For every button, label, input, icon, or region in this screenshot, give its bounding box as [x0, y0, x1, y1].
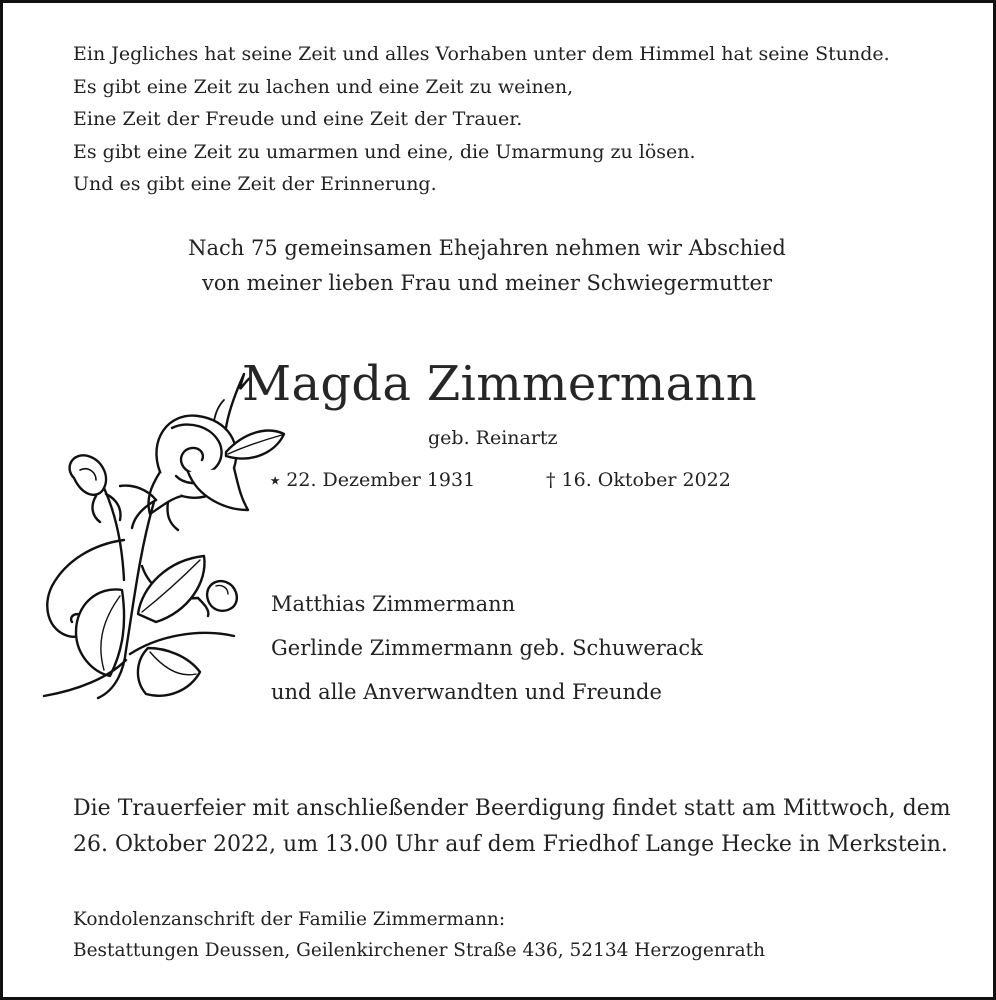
condolence-address — [73, 904, 765, 966]
contact-line: Kondolenzanschrift der Familie Zimmermann: — [73, 909, 506, 930]
mourner-name: und alle Anverwandten und Freunde — [271, 680, 662, 704]
intro-block — [0, 231, 974, 301]
mourner-name: Matthias Zimmermann — [271, 592, 516, 616]
death-date: † 16. Oktober 2022 — [546, 469, 731, 491]
birth-date: ⭑ 22. Dezember 1931 — [270, 469, 476, 491]
service-line: 26. Oktober 2022, um 13.00 Uhr auf dem Friedhof Lange Hecke in Merkstein. — [73, 832, 948, 857]
intro-line: von meiner lieben Frau und meiner Schwiegermutter — [201, 271, 773, 295]
verse-line: Eine Zeit der Freude und eine Zeit der Trauer. — [73, 108, 523, 130]
funeral-service-info — [73, 791, 951, 863]
mourners-list — [271, 582, 703, 714]
mourner-name: Gerlinde Zimmermann geb. Schuwerack — [271, 636, 703, 660]
service-line: Die Trauerfeier mit anschließender Beerdigung findet statt am Mittwoch, dem — [73, 796, 951, 821]
verse-line: Es gibt eine Zeit zu lachen und eine Zeit zu weinen, — [73, 75, 574, 98]
verse-block — [73, 38, 890, 201]
verse-line: Und es gibt eine Zeit der Erinnerung. — [73, 173, 437, 195]
deceased-name: Magda Zimmermann — [242, 356, 757, 412]
verse-line: Es gibt eine Zeit zu umarmen und eine, die Umarmung zu lösen. — [73, 140, 696, 163]
contact-line: Bestattungen Deussen, Geilenkirchener Straße 436, 52134 Herzogenrath — [73, 940, 766, 961]
intro-line: Nach 75 gemeinsamen Ehejahren nehmen wir Abschied — [188, 236, 786, 260]
maiden-name: geb. Reinartz — [428, 427, 558, 449]
verse-line: Ein Jegliches hat seine Zeit und alles Vorhaben unter dem Himmel hat seine Stunde. — [73, 43, 890, 65]
